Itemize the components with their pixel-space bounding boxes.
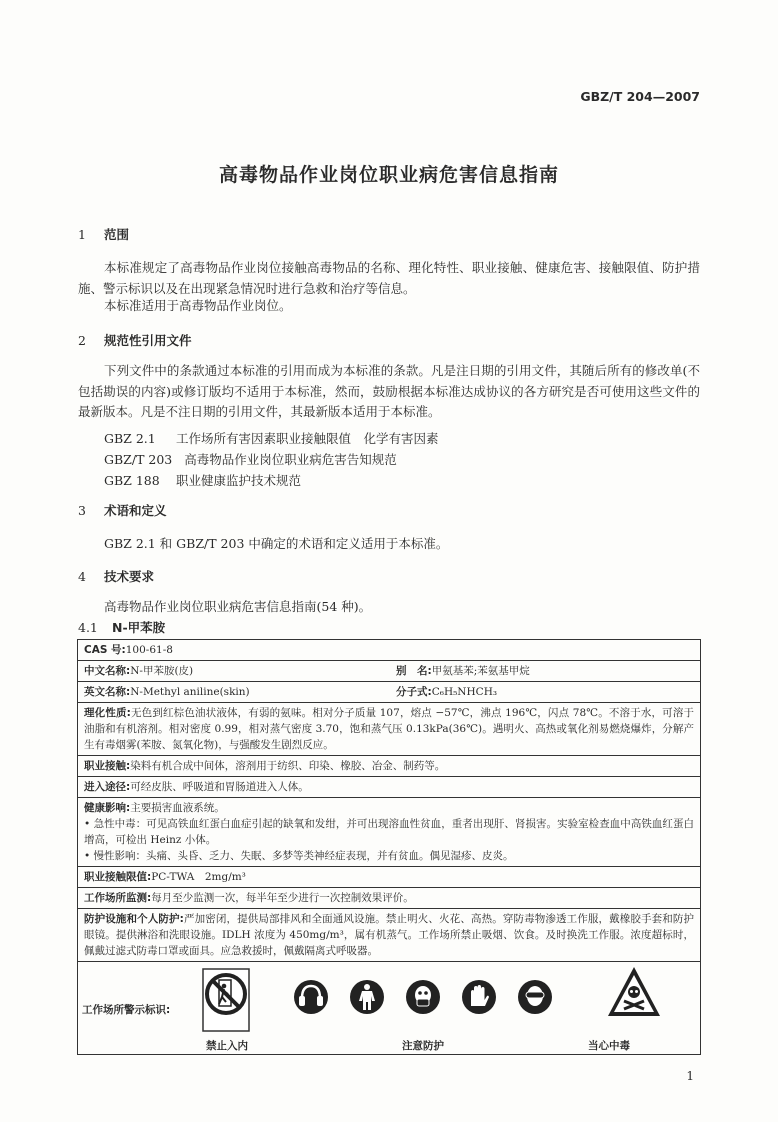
table-row: [78, 962, 701, 1055]
warning-signs-label: 工作场所警示标识:: [82, 1004, 171, 1016]
table-row: 英文名称:N-Methyl aniline(skin) 分子式:C₆H₅NHCH₃: [78, 682, 701, 703]
table-row: 健康影响:主要损害血液系统。 • 急性中毒：可见高铁血红蛋白血症引起的缺氧和发绀，并可出现溶血性贫血，重者出现肝、肾损害。实验室检查血中高铁血红蛋白增高，可检出 Heinz 小体。 • 慢性影响：头痛、头昏、乏力、失眠、多梦等类神经症表现，并有贫血。偶见湿疹、皮炎。: [78, 798, 701, 867]
ear-protection-icon: [292, 978, 330, 1016]
reference-item: GBZ 2.1 工作场所有害因素职业接触限值 化学有害因素: [104, 431, 439, 446]
protective-suit-icon: [348, 978, 386, 1016]
section-3-paragraph-1: GBZ 2.1 和 GBZ/T 203 中确定的术语和定义适用于本标准。: [104, 536, 449, 551]
table-row: 理化性质:无色到红棕色油状液体，有弱的氨味。相对分子质量 107，熔点 −57℃，沸点 196℃，闪点 78℃。不溶于水，可溶于油脂和有机溶剂。相对密度 0.99，相对蒸气密度 3.70，饱和蒸气压 0.13kPa(36℃)。遇明火、高热或氧化剂易燃烧爆炸，分解产生有毒烟雾(苯胺、氮氧化物)，与强酸发生剧烈反应。: [78, 703, 701, 756]
section-4-paragraph-1: 高毒物品作业岗位职业病危害信息指南(54 种)。: [104, 599, 372, 614]
section-4-heading: 4 技术要求: [78, 569, 155, 584]
section-1-paragraph-1: 本标准规定了高毒物品作业岗位接触高毒物品的名称、理化特性、职业接触、健康危害、接触限值、防护措施、警示标识以及在出现紧急情况时进行急救和治疗等信息。: [78, 260, 700, 296]
table-row: 进入途径:可经皮肤、呼吸道和胃肠道进入人体。: [78, 777, 701, 798]
table-row: 工作场所监测:每月至少监测一次，每半年至少进行一次控制效果评价。: [78, 888, 701, 909]
caption-protection: 注意防护: [402, 1040, 444, 1052]
health-bullet-acute: • 急性中毒：可见高铁血红蛋白血症引起的缺氧和发绀，并可出现溶血性贫血，重者出现肝、肾损害。实验室检查血中高铁血红蛋白增高，可检出 Heinz 小体。: [84, 818, 694, 846]
reference-item: GBZ/T 203 高毒物品作业岗位职业病危害告知规范: [104, 452, 397, 467]
standard-number: GBZ/T 204—2007: [580, 89, 700, 104]
table-row: 职业接触:染料有机合成中间体，溶剂用于纺织、印染、橡胶、冶金、制药等。: [78, 756, 701, 777]
page-title: 高毒物品作业岗位职业病危害信息指南: [218, 164, 559, 186]
caption-no-entry: 禁止入内: [206, 1040, 248, 1052]
warning-signs-row: [78, 962, 700, 1054]
section-1-heading: 1 范围: [78, 227, 130, 242]
table-row: 防护设施和个人防护:严加密闭，提供局部排风和全面通风设施。禁止明火、火花、高热。穿防毒物渗透工作服，戴橡胶手套和防护眼镜。提供淋浴和洗眼设施。IDLH 浓度为 450mg/m³，属有机蒸气。工作场所禁止吸烟、饮食。及时换洗工作服。浓度超标时，佩戴过滤式防毒口罩或面具。应急救援时，佩戴隔离式呼吸器。: [78, 909, 701, 962]
gloves-icon: [460, 978, 498, 1016]
respirator-icon: [404, 978, 442, 1016]
poison-warning-icon: [606, 964, 662, 1020]
subsection-4-1-heading: 4.1 N-甲苯胺: [78, 620, 166, 635]
table-row: 中文名称:N-甲苯胺(皮) 别 名:甲氨基苯;苯氨基甲烷: [78, 661, 701, 682]
page-number: 1: [686, 1069, 694, 1083]
caption-poison: 当心中毒: [588, 1040, 630, 1052]
table-row: CAS 号:100-61-8: [78, 640, 701, 661]
table-row: 职业接触限值:PC-TWA 2mg/m³: [78, 867, 701, 888]
eye-protection-icon: [516, 978, 554, 1016]
section-1-paragraph-2: 本标准适用于高毒物品作业岗位。: [104, 298, 292, 313]
no-entry-sign-icon: [202, 968, 250, 1032]
reference-item: GBZ 188 职业健康监护技术规范: [104, 473, 302, 488]
substance-info-table: [77, 639, 701, 1055]
health-bullet-chronic: • 慢性影响：头痛、头昏、乏力、失眠、多梦等类神经症表现，并有贫血。偶见湿疹、皮炎。: [84, 850, 514, 862]
section-2-paragraph-1: 下列文件中的条款通过本标准的引用而成为本标准的条款。凡是注日期的引用文件，其随后所有的修改单(不包括勘误的内容)或修订版均不适用于本标准，然而，鼓励根据本标准达成协议的各方研究是否可使用这些文件的最新版本。凡是不注日期的引用文件，其最新版本适用于本标准。: [78, 363, 700, 419]
section-2-heading: 2 规范性引用文件: [78, 333, 192, 348]
section-3-heading: 3 术语和定义: [78, 503, 167, 518]
